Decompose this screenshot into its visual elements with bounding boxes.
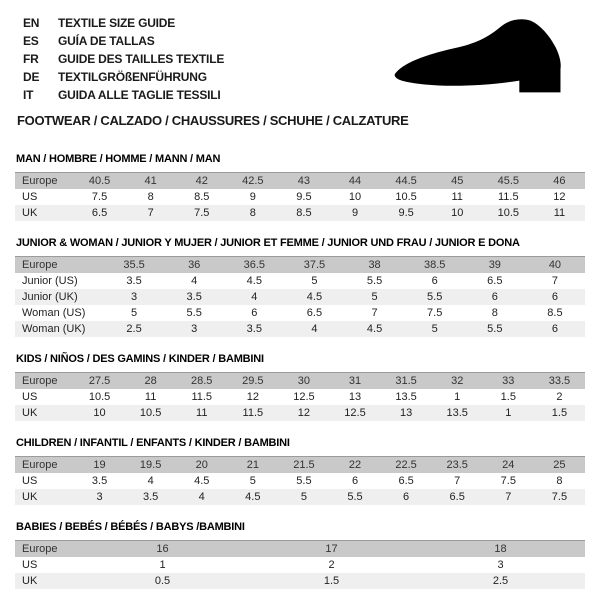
size-cell: 12	[246, 391, 259, 403]
size-cell: 32	[451, 375, 464, 387]
size-cell: 11.5	[242, 407, 264, 419]
size-cell: 5.5	[487, 323, 503, 335]
row-label: Europe	[22, 175, 58, 187]
size-cell: 5	[249, 475, 256, 487]
size-cell: 10.5	[395, 191, 417, 203]
man-section	[15, 153, 585, 221]
size-cell: 2.5	[492, 575, 509, 587]
language-label: TEXTILE SIZE GUIDE	[58, 16, 176, 30]
size-cell: 42.5	[242, 175, 264, 187]
size-cell: 1	[454, 391, 461, 403]
size-cell: 19.5	[139, 459, 162, 471]
table-row	[15, 489, 585, 505]
size-cell: 5.5	[366, 275, 383, 287]
size-cell: 2.5	[126, 323, 142, 335]
shoe-icon	[388, 12, 584, 110]
size-cell: 1.5	[551, 407, 568, 419]
size-cell: 28	[144, 375, 157, 387]
table-row	[15, 389, 585, 405]
row-label: Europe	[22, 543, 58, 555]
size-cell: 41	[144, 175, 157, 187]
size-cell: 7	[551, 275, 558, 287]
size-cell: 5.5	[186, 307, 202, 319]
row-label: US	[22, 475, 38, 487]
size-cell: 39	[488, 259, 501, 271]
size-cell: 24	[502, 459, 515, 471]
size-cell: 7	[371, 307, 378, 319]
language-label: TEXTILGRÖßENFÜHRUNG	[58, 70, 207, 84]
size-cell: 44	[348, 175, 362, 187]
size-cell: 7.5	[91, 191, 108, 203]
size-cell: 11.5	[498, 191, 519, 203]
size-cell: 35.5	[123, 259, 145, 271]
size-cell: 6	[351, 475, 359, 487]
section-title-kids: KIDS / NIÑOS / DES GAMINS / KINDER / BAMBINI	[16, 353, 264, 365]
row-label: UK	[22, 575, 38, 587]
size-cell: 22.5	[395, 459, 417, 471]
size-cell: 7	[147, 207, 154, 219]
size-cell: 6.5	[449, 491, 465, 503]
size-cell: 8.5	[194, 191, 210, 203]
size-cell: 4.5	[245, 491, 261, 503]
language-code: FR	[23, 52, 39, 66]
size-cell: 4.5	[366, 323, 383, 335]
size-cell: 6	[251, 307, 258, 319]
size-cell: 3.5	[91, 475, 108, 487]
size-cell: 12	[553, 191, 566, 203]
size-cell: 4	[147, 475, 154, 487]
size-cell: 40.5	[88, 175, 111, 187]
size-cell: 36.5	[243, 259, 266, 271]
babies-size-table	[15, 540, 585, 589]
row-label: Woman (UK)	[22, 323, 86, 335]
size-cell: 31	[348, 375, 362, 387]
size-cell: 0.5	[154, 575, 171, 587]
size-cell: 4	[198, 491, 205, 503]
size-cell: 23.5	[446, 459, 468, 471]
size-cell: 12	[297, 407, 311, 419]
size-cell: 38.5	[423, 259, 446, 271]
man-size-table	[15, 172, 585, 221]
babies-section	[15, 521, 585, 589]
size-cell: 38	[368, 259, 381, 271]
section-title-children: CHILDREN / INFANTIL / ENFANTS / KINDER / BAMBINI	[16, 437, 290, 449]
size-cell: 10	[93, 407, 106, 419]
row-label: US	[22, 559, 38, 571]
table-row	[15, 305, 585, 321]
size-cell: 4	[311, 323, 318, 335]
row-label: Junior (UK)	[22, 291, 78, 303]
size-cell: 45.5	[497, 175, 519, 187]
size-cell: 33	[502, 375, 515, 387]
size-cell: 5	[431, 323, 438, 335]
size-cell: 4.5	[194, 475, 210, 487]
size-cell: 5	[371, 291, 378, 303]
size-cell: 4	[251, 291, 258, 303]
size-cell: 7.5	[427, 307, 443, 319]
size-cell: 37.5	[303, 259, 326, 271]
size-cell: 33.5	[548, 375, 571, 387]
size-cell: 7.5	[551, 491, 568, 503]
language-label: GUÍA DE TALLAS	[58, 34, 155, 48]
size-cell: 10.5	[497, 207, 519, 219]
children-section	[15, 437, 585, 505]
row-label: Europe	[22, 459, 58, 471]
size-cell: 42	[195, 175, 208, 187]
size-cell: 9	[351, 207, 359, 219]
junior-woman-section	[15, 237, 585, 337]
size-cell: 1	[159, 559, 166, 571]
size-cell: 2	[556, 391, 563, 403]
language-code: EN	[23, 16, 40, 30]
size-cell: 3	[497, 559, 504, 571]
size-cell: 27.5	[88, 375, 111, 387]
children-size-table	[15, 456, 585, 505]
size-tables	[15, 153, 585, 589]
section-title-junior-woman: JUNIOR & WOMAN / JUNIOR Y MUJER / JUNIOR ET FEMME / JUNIOR UND FRAU / JUNIOR E DONA	[16, 237, 520, 249]
size-cell: 8	[249, 207, 256, 219]
size-cell: 8	[556, 475, 563, 487]
size-cell: 11	[553, 207, 566, 219]
junior-woman-size-table	[15, 256, 585, 337]
row-label: US	[22, 191, 38, 203]
category-heading: FOOTWEAR / CALZADO / CHAUSSURES / SCHUHE / CALZATURE	[17, 113, 409, 128]
table-row	[15, 257, 585, 274]
section-title-babies: BABIES / BEBÉS / BÉBÉS / BABYS /BAMBINI	[16, 521, 245, 533]
size-cell: 31.5	[395, 375, 417, 387]
size-cell: 45	[451, 175, 464, 187]
size-cell: 1.5	[500, 391, 516, 403]
size-cell: 4.5	[306, 291, 323, 303]
size-cell: 8.5	[547, 307, 563, 319]
size-cell: 5	[311, 275, 318, 287]
size-cell: 6	[551, 323, 558, 335]
size-cell: 3	[191, 323, 198, 335]
size-cell: 43	[297, 175, 311, 187]
size-cell: 13	[399, 407, 413, 419]
size-cell: 20	[195, 459, 208, 471]
table-row	[15, 573, 585, 589]
size-cell: 40	[548, 259, 562, 271]
size-cell: 6.5	[487, 275, 503, 287]
size-cell: 25	[553, 459, 566, 471]
size-cell: 10.5	[139, 407, 162, 419]
size-cell: 8	[491, 307, 498, 319]
size-cell: 6	[551, 291, 558, 303]
kids-section	[15, 353, 585, 421]
size-cell: 3.5	[142, 491, 159, 503]
size-cell: 44.5	[395, 175, 417, 187]
size-cell: 11	[451, 191, 463, 203]
size-cell: 9	[249, 191, 256, 203]
size-cell: 7	[505, 491, 512, 503]
size-cell: 16	[156, 543, 169, 555]
table-row	[15, 541, 585, 558]
size-cell: 22	[348, 459, 362, 471]
size-cell: 8.5	[296, 207, 312, 219]
row-label: UK	[22, 207, 38, 219]
size-cell: 1	[505, 407, 512, 419]
row-label: Junior (US)	[22, 275, 78, 287]
size-cell: 10.5	[88, 391, 111, 403]
size-cell: 9.5	[398, 207, 414, 219]
size-cell: 13.5	[446, 407, 468, 419]
table-row	[15, 405, 585, 421]
size-cell: 12.5	[344, 407, 366, 419]
size-cell: 11	[196, 407, 208, 419]
row-label: US	[22, 391, 38, 403]
kids-size-table	[15, 372, 585, 421]
table-row	[15, 289, 585, 305]
size-cell: 12.5	[293, 391, 315, 403]
size-cell: 6	[431, 275, 438, 287]
size-cell: 5	[300, 491, 307, 503]
section-title-man: MAN / HOMBRE / HOMME / MANN / MAN	[16, 153, 221, 165]
table-row	[15, 457, 585, 474]
size-cell: 46	[553, 175, 566, 187]
size-cell: 4.5	[246, 275, 262, 287]
table-row	[15, 557, 585, 573]
size-cell: 6	[491, 291, 498, 303]
size-cell: 3.5	[126, 275, 142, 287]
size-cell: 6.5	[306, 307, 323, 319]
table-row	[15, 189, 585, 205]
size-cell: 2	[328, 559, 335, 571]
size-cell: 6.5	[398, 475, 414, 487]
table-row	[15, 321, 585, 337]
row-label: UK	[22, 491, 38, 503]
table-row	[15, 373, 585, 390]
language-code: IT	[23, 88, 34, 102]
size-cell: 3.5	[246, 323, 262, 335]
size-cell: 11.5	[191, 391, 213, 403]
row-label: Europe	[22, 259, 58, 271]
size-cell: 29.5	[242, 375, 264, 387]
size-cell: 10	[348, 191, 362, 203]
size-cell: 21	[246, 459, 259, 471]
row-label: UK	[22, 407, 38, 419]
size-cell: 8	[147, 191, 154, 203]
language-label: GUIDA ALLE TAGLIE TESSILI	[58, 88, 221, 102]
size-cell: 7.5	[194, 207, 210, 219]
language-code: DE	[23, 70, 40, 84]
size-cell: 3	[131, 291, 138, 303]
size-cell: 30	[297, 375, 311, 387]
size-cell: 9.5	[296, 191, 312, 203]
size-cell: 28.5	[191, 375, 213, 387]
size-cell: 13	[348, 391, 362, 403]
size-cell: 3.5	[186, 291, 202, 303]
size-cell: 10	[451, 207, 464, 219]
table-row	[15, 173, 585, 190]
table-row	[15, 273, 585, 289]
size-cell: 13.5	[395, 391, 417, 403]
size-cell: 5.5	[347, 491, 363, 503]
size-cell: 7.5	[500, 475, 516, 487]
size-cell: 1.5	[323, 575, 340, 587]
size-cell: 3	[96, 491, 103, 503]
size-cell: 5.5	[296, 475, 312, 487]
size-cell: 18	[494, 543, 507, 555]
row-label: Woman (US)	[22, 307, 86, 319]
size-cell: 17	[325, 543, 338, 555]
size-cell: 5.5	[427, 291, 443, 303]
size-cell: 19	[93, 459, 106, 471]
language-code: ES	[23, 34, 39, 48]
size-cell: 6.5	[91, 207, 108, 219]
table-row	[15, 473, 585, 489]
table-row	[15, 205, 585, 221]
language-label: GUIDE DES TAILLES TEXTILE	[58, 52, 225, 66]
row-label: Europe	[22, 375, 58, 387]
size-cell: 6	[403, 491, 410, 503]
size-cell: 36	[188, 259, 201, 271]
size-cell: 7	[454, 475, 461, 487]
size-cell: 21.5	[293, 459, 315, 471]
size-cell: 11	[144, 391, 157, 403]
size-cell: 5	[131, 307, 138, 319]
size-cell: 4	[191, 275, 198, 287]
